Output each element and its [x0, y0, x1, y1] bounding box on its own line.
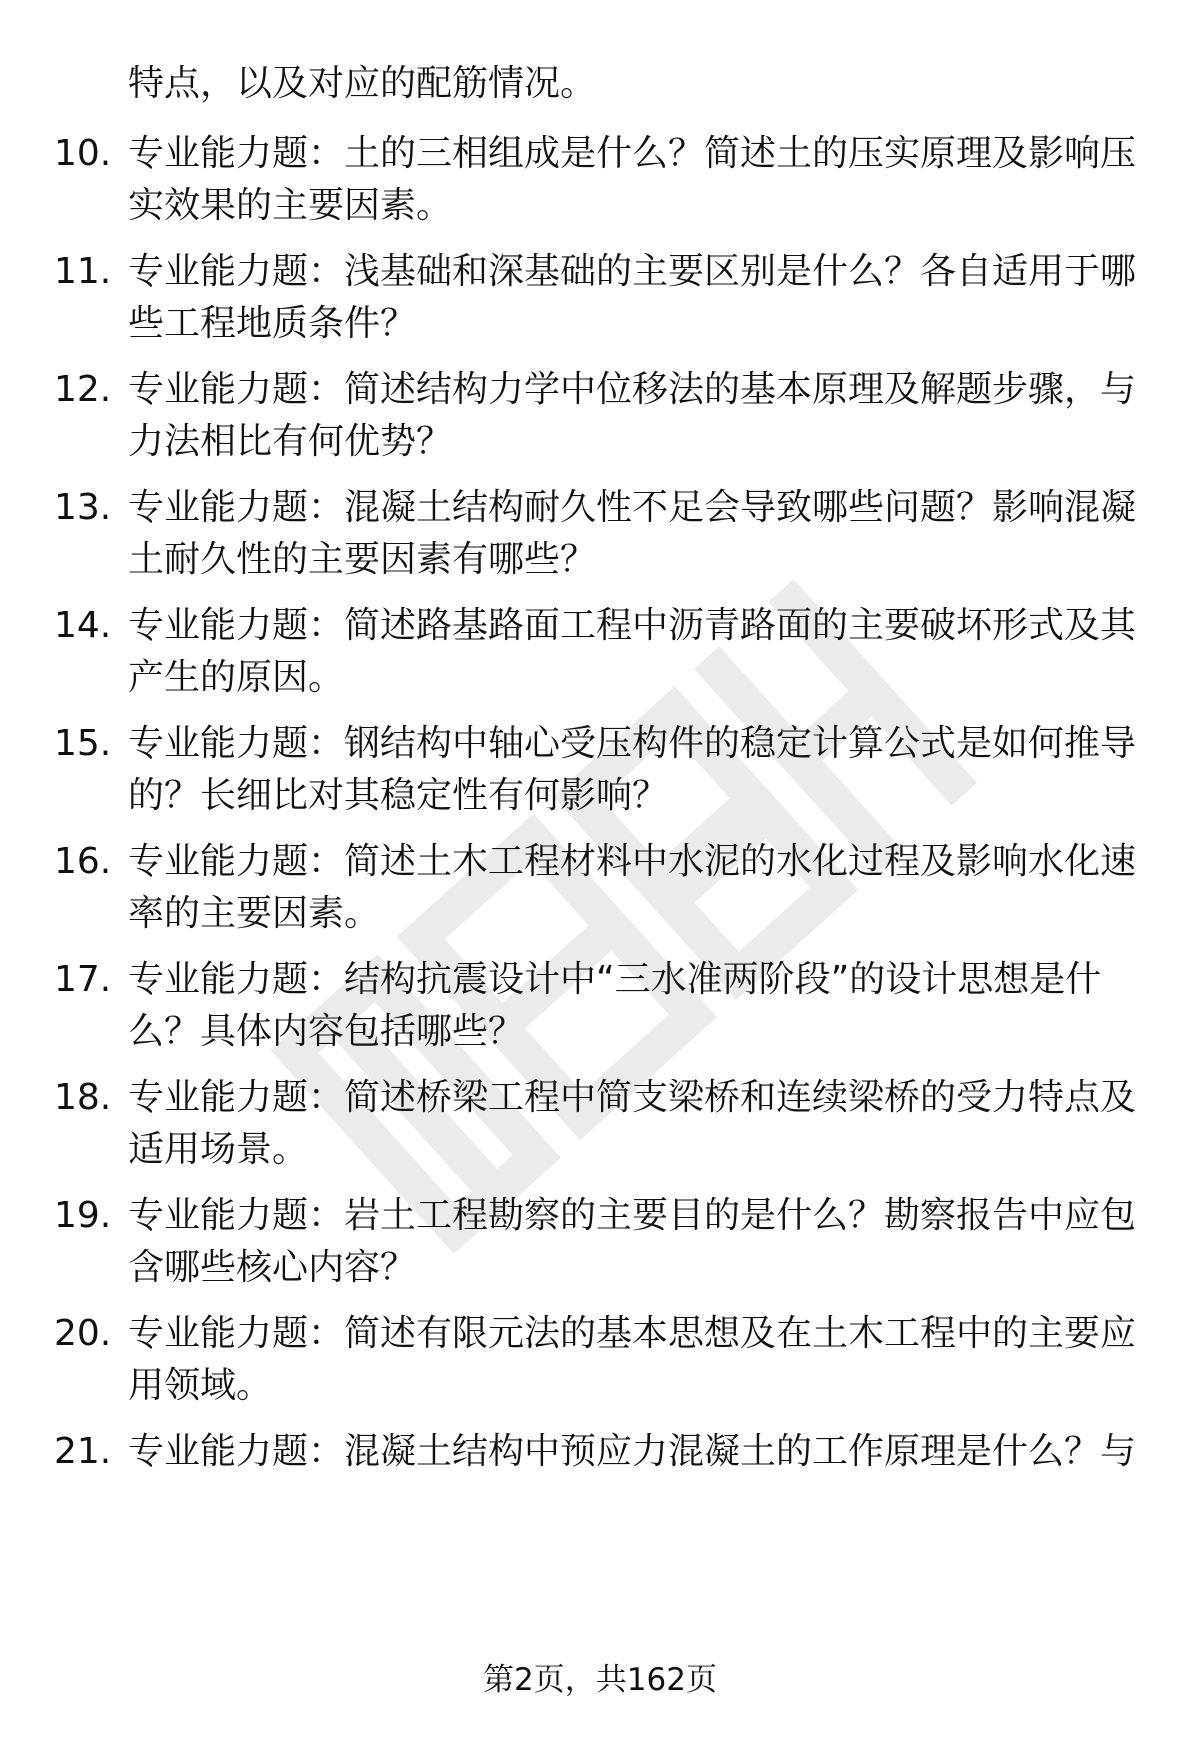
question-line: 含哪些核心内容？ — [128, 1247, 417, 1288]
question-line: 专业能力题：简述有限元法的基本思想及在土木工程中的主要应 — [128, 1313, 1137, 1354]
item-number: 11. — [54, 251, 112, 292]
question-text — [128, 482, 1148, 586]
item-number: 13. — [54, 487, 112, 528]
question-text — [128, 1308, 1148, 1412]
question-line: 专业能力题：简述路基路面工程中沥青路面的主要破坏形式及其 — [128, 605, 1137, 646]
question-text — [128, 954, 1148, 1058]
question-line: 用领域。 — [128, 1365, 273, 1406]
question-text — [128, 1072, 1148, 1176]
item-number: 14. — [54, 605, 112, 646]
question-line: 专业能力题：混凝土结构中预应力混凝土的工作原理是什么？与 — [128, 1431, 1137, 1472]
question-line: 专业能力题：钢结构中轴心受压构件的稳定计算公式是如何推导 — [128, 723, 1137, 764]
question-line: 专业能力题：岩土工程勘察的主要目的是什么？勘察报告中应包 — [128, 1195, 1137, 1236]
page-number: 第2页，共162页 — [483, 1662, 717, 1698]
question-text — [128, 364, 1148, 468]
question-line: 专业能力题：土的三相组成是什么？简述土的压实原理及影响压 — [128, 133, 1137, 174]
item-number: 16. — [54, 841, 112, 882]
item-number: 20. — [54, 1313, 112, 1354]
question-line: 专业能力题：混凝土结构耐久性不足会导致哪些问题？影响混凝 — [128, 487, 1137, 528]
question-line: 些工程地质条件？ — [128, 303, 417, 344]
question-line: 专业能力题：简述结构力学中位移法的基本原理及解题步骤，与 — [128, 369, 1137, 410]
continued-paragraph: 特点，以及对应的配筋情况。 — [128, 63, 597, 104]
question-text — [128, 1426, 1148, 1478]
question-line: 产生的原因。 — [128, 657, 345, 698]
question-text — [128, 718, 1148, 822]
question-text — [128, 836, 1148, 940]
question-line: 力法相比有何优势？ — [128, 421, 453, 462]
question-line: 专业能力题：简述桥梁工程中简支梁桥和连续梁桥的受力特点及 — [128, 1077, 1137, 1118]
item-number: 10. — [54, 133, 112, 174]
question-line: 实效果的主要因素。 — [128, 185, 453, 226]
item-number: 19. — [54, 1195, 112, 1236]
question-line: 土耐久性的主要因素有哪些？ — [128, 539, 597, 580]
question-line: 么？具体内容包括哪些？ — [128, 1011, 525, 1052]
item-number: 17. — [54, 959, 112, 1000]
question-text — [128, 246, 1148, 350]
question-line: 的？长细比对其稳定性有何影响？ — [128, 775, 669, 816]
question-line: 适用场景。 — [128, 1129, 309, 1170]
question-text — [128, 1190, 1148, 1294]
question-line: 率的主要因素。 — [128, 893, 381, 934]
question-line: 专业能力题：结构抗震设计中“三水准两阶段”的设计思想是什 — [128, 959, 1102, 1000]
item-number: 18. — [54, 1077, 112, 1118]
item-number: 21. — [54, 1431, 112, 1472]
question-line: 专业能力题：浅基础和深基础的主要区别是什么？各自适用于哪 — [128, 251, 1137, 292]
item-number: 12. — [54, 369, 112, 410]
question-line: 专业能力题：简述土木工程材料中水泥的水化过程及影响水化速 — [128, 841, 1137, 882]
question-text — [128, 600, 1148, 704]
question-text — [128, 128, 1148, 232]
item-number: 15. — [54, 723, 112, 764]
